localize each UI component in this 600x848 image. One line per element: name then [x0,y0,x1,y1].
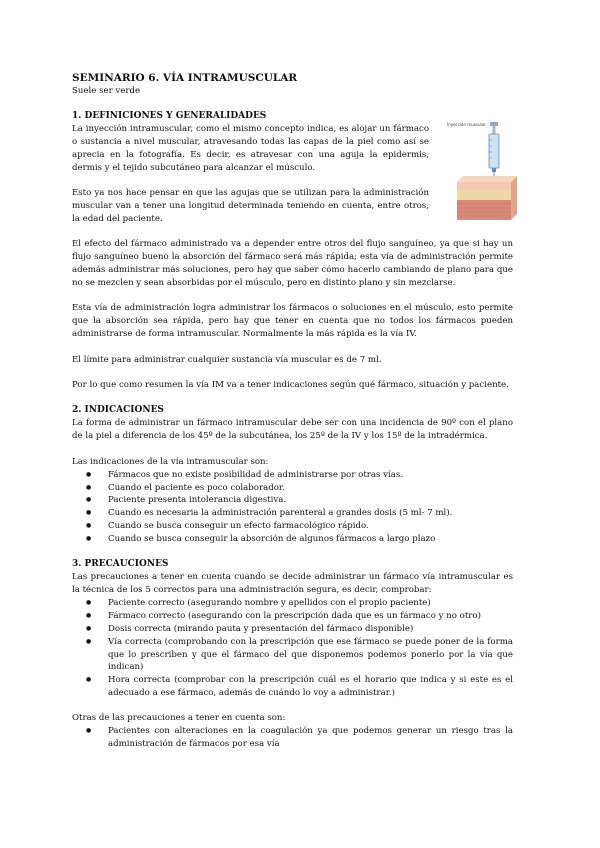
syringe-plunger [490,122,498,126]
indications-list [72,469,513,546]
section-heading: 3. PRECAUCIONES [72,559,169,570]
paragraph: El efecto del fármaco administrado va a depender entre otros del flujo sanguíneo, ya que si hay un flujo sanguíneo bueno la absorción del fármaco será más rápida; esta vía de administración permite además administrar más soluciones, pero hay que saber cómo hacerlo cambiando de plano para que no se mezclen y sean absorbidas por el músculo, pero en distinto plano y sin mezclarse. [72,239,513,288]
tissue-side [511,176,517,220]
syringe-rod [493,126,496,134]
syringe-barrel [489,134,499,168]
section-precautions [72,558,513,751]
list-item: ● Pacientes con alteraciones en la coagulación ya que podemos generar un riesgo tras la administración de fármacos por esa vía [108,725,513,751]
paragraph: Esto ya nos hace pensar en que las agujas que se utilizan para la administración muscular van a tener una longitud determinada teniendo en cuenta, entre otros, la edad del paciente. [72,188,429,224]
list-item: ● Cuando se busca conseguir la absorción de algunos fármacos a largo plazo [108,533,513,546]
epidermis-layer [457,182,511,190]
injection-illustration [439,120,519,226]
page-subtitle: Suele ser verde [72,86,141,96]
document-page [72,72,513,763]
paragraph: La forma de administrar un fármaco intramuscular debe ser con una incidencia de 90º con el plano de la piel a diferencia de los 45º de la subcutánea, los 25º de la IV y los 15º de la intradérmica. [72,418,513,442]
list-item: ● Paciente correcto (asegurando nombre y apellidos con el propio paciente) [108,597,513,610]
section-definitions [72,110,513,392]
other-precautions-list [72,725,513,751]
list-item: ● Paciente presenta intolerancia digestiva. [108,494,513,507]
page-title: SEMINARIO 6. VÍA INTRAMUSCULAR [72,72,298,84]
list-item: ● Cuando se busca conseguir un efecto farmacológico rápido. [108,520,513,533]
paragraph: La inyección intramuscular, como el mismo concepto indica, es alojar un fármaco o sustancia a nivel muscular, atravesando todas las capas de la piel como así se aprecia en la fotografía. Es decir, es atravesar con una aguja la epidermis, dermis y el tejido subcutáneo para alcanzar el músculo. [72,123,429,173]
intramuscular-injection-figure [439,120,519,226]
paragraph: Las indicaciones de la vía intramuscular son: [72,456,269,467]
paragraph: Las precauciones a tener en cuenta cuando se decide administrar un fármaco vía intramuscular es la técnica de los 5 correctos para una administración segura, es decir, comprobar: [72,572,513,595]
list-item: ● Cuando el paciente es poco colaborador. [108,482,513,495]
paragraph: Por lo que como resumen la vía IM va a tener indicaciones según qué fármaco, situación y paciente. [72,380,509,390]
skin-surface [457,176,517,182]
list-item: ● Fármacos que no existe posibilidad de administrarse por otras vías. [108,469,513,482]
paragraph: Otras de las precauciones a tener en cuenta son: [72,713,286,724]
list-item: ● Cuando es necesaria la administración parenteral a grandes dosis (5 ml- 7 ml). [108,507,513,520]
subcutaneous-layer [457,190,511,200]
five-rights-list [72,597,513,700]
section-heading: 1. DEFINICIONES Y GENERALIDADES [72,110,267,121]
syringe-hub [492,168,496,172]
list-item: ● Hora correcta (comprobar con la prescripción cuál es el horario que indica y si este es el adecuado a ese fármaco, además de cuándo lo voy a administrar.) [108,674,513,700]
paragraph: Esta vía de administración logra administrar los fármacos o soluciones en el músculo, esto permite que la absorción sea rápida, pero hay que tener en cuenta que no todos los fármacos pueden administrarse de forma intramuscular. Normalmente la más rápida es la vía IV. [72,303,513,340]
section-heading: 2. INDICACIONES [72,405,164,416]
list-item: ● Vía correcta (comprobando con la prescripción que ese fármaco se puede poner de la forma que lo prescriben y que el fármaco del que disponemos podemos ponerlo por la vía que indican) [108,636,513,675]
figure-label: Inyección muscular [447,121,486,127]
list-item: ● Dosis correcta (mirando pauta y presentación del fármaco disponible) [108,623,513,636]
paragraph: El límite para administrar cualquier sustancia vía muscular es de 7 ml. [72,354,382,365]
section-indications [72,404,513,546]
list-item: ● Fármaco correcto (asegurando con la prescripción dada que es un fármaco y no otro) [108,610,513,623]
muscle-layer [457,200,511,220]
